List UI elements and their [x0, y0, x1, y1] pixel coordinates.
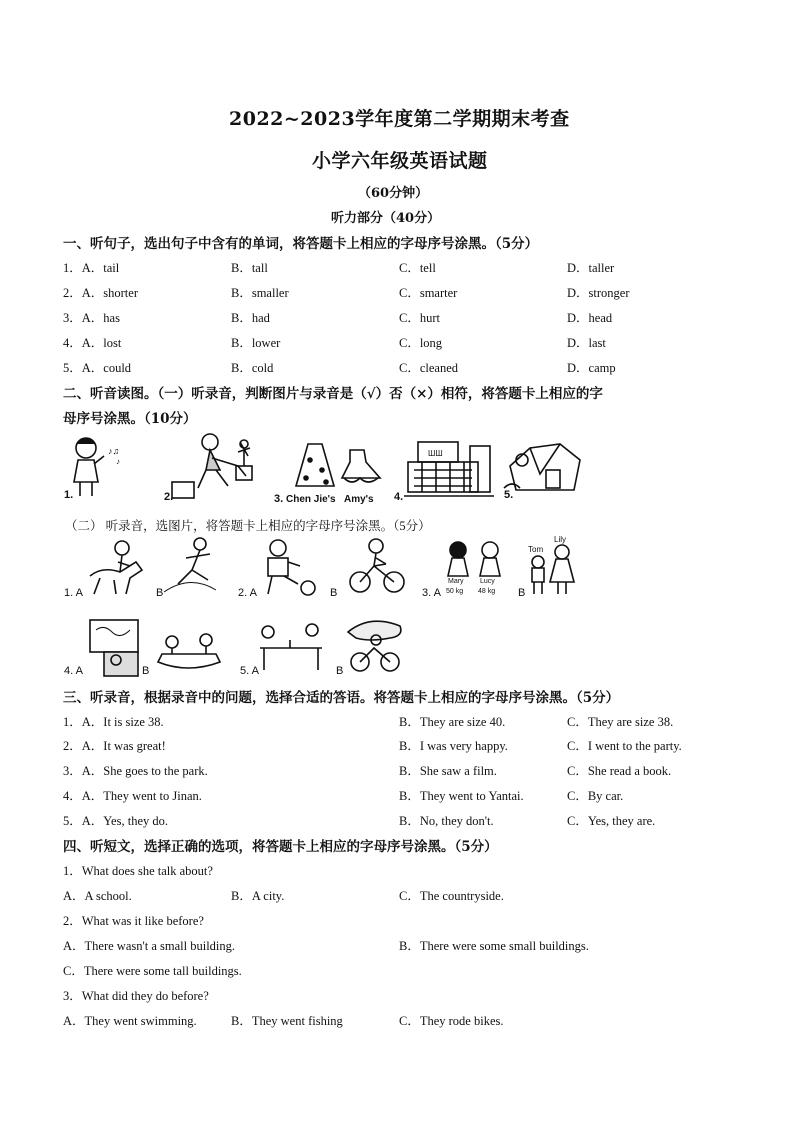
s1-q1-b: B．tall [231, 261, 268, 275]
s1-q5-a: 5．A．could [63, 361, 132, 375]
s1-q2-c: C．smarter [399, 286, 458, 300]
section-4-heading: 四、听短文，选择正确的选项，将答题卡上相应的字母序号涂黑。（5分） [63, 839, 498, 855]
cycling-scene-picture [348, 621, 401, 671]
riding-horse-picture [90, 541, 142, 594]
s1-q3-d: D．head [567, 311, 613, 325]
svg-text:♪: ♪ [116, 457, 120, 466]
s3-q2-a: 2．A．It was great! [63, 739, 166, 753]
riding-bike-picture [350, 539, 404, 592]
skirts-picture [296, 444, 380, 486]
part1-pictures [60, 430, 590, 510]
s1-q5-b: B．cold [231, 361, 274, 375]
lucy-weight: 48 kg [478, 588, 496, 595]
s3-q3-b: B．She saw a film. [399, 764, 497, 778]
s4-q3-option-a: A．They went swimming. [63, 1014, 197, 1028]
amy-label: Amy's [344, 494, 374, 505]
s3-q3-c: C．She read a book. [567, 764, 672, 778]
s3-q3-a: 3．A．She goes to the park. [63, 764, 208, 778]
opt-2b-label: B [330, 587, 338, 599]
opt-2a-label: 2. A [238, 587, 257, 599]
s1-q3-b: B．had [231, 311, 270, 325]
s1-q3-a: 3．A．has [63, 311, 120, 325]
s1-q4-a: 4．A．lost [63, 336, 122, 350]
s3-q4-b: B．They went to Yantai. [399, 789, 524, 803]
s1-q5-c: C．cleaned [399, 361, 459, 375]
playing-football-picture [268, 540, 315, 595]
section-2-heading-line2: 母序号涂黑。（10分） [63, 411, 197, 427]
s4-q2-option-b: B．There were some small buildings. [399, 939, 589, 953]
classroom-picture [90, 620, 138, 676]
opt-5a-label: 5. A [240, 665, 259, 677]
listening-part-title: 听力部分（40分） [331, 211, 441, 226]
table-tennis-picture [260, 624, 322, 670]
s1-q4-b: B．lower [231, 336, 281, 350]
opt-3b-label: B [518, 587, 526, 599]
tom-name: Tom [528, 545, 544, 554]
opt-1b-label: B [156, 587, 164, 599]
s3-q4-c: C．By car. [567, 789, 624, 803]
section-2-part2-heading: （二） 听录音，选图片，将答题卡上相应的字母序号涂黑。（5分） [65, 519, 431, 533]
s4-q3-option-c: C．They rode bikes. [399, 1014, 504, 1028]
house-scene-picture [504, 444, 580, 490]
opt-4b-label: B [142, 665, 150, 677]
s4-question-1: 1．What does she talk about? [63, 864, 213, 878]
s1-q4-d: D．last [567, 336, 606, 350]
s1-q2-d: D．stronger [567, 286, 630, 300]
lily-name: Lily [554, 536, 567, 544]
skating-picture [164, 538, 216, 592]
s1-q1-d: D．taller [567, 261, 615, 275]
chen-jie-label: Chen Jie's [286, 494, 336, 505]
pic-label-3: 3. [274, 493, 284, 505]
s4-q2-option-a: A．There wasn't a small building. [63, 939, 236, 953]
s4-q1-option-a: A．A school. [63, 889, 132, 903]
section-1-heading: 一、听句子，选出句子中含有的单词，将答题卡上相应的字母序号涂黑。（5分） [63, 236, 539, 252]
s1-q2-a: 2．A．shorter [63, 286, 138, 300]
s1-q5-d: D．camp [567, 361, 616, 375]
s1-q2-b: B．smaller [231, 286, 289, 300]
s4-question-3: 3．What did they do before? [63, 989, 209, 1003]
opt-3a-label: 3. A [422, 587, 441, 599]
s4-q1-option-c: C．The countryside. [399, 889, 504, 903]
opt-1a-label: 1. A [64, 587, 83, 599]
s3-q2-b: B．I was very happy. [399, 739, 508, 753]
s4-q1-option-b: B．A city. [231, 889, 285, 903]
s3-q1-a: 1．A．It is size 38. [63, 715, 164, 729]
s3-q5-b: B．No, they don't. [399, 814, 494, 828]
opt-4a-label: 4. A [64, 665, 83, 677]
buildings-picture [404, 442, 494, 496]
mary-name: Mary [448, 578, 464, 585]
s1-q4-c: C．long [399, 336, 443, 350]
s3-q4-a: 4．A．They went to Jinan. [63, 789, 202, 803]
s3-q1-c: C．They are size 38. [567, 715, 674, 729]
s4-q2-option-c: C．There were some tall buildings. [63, 964, 242, 978]
pic-label-1: 1. [64, 489, 74, 501]
mary-weight: 50 kg [446, 588, 464, 595]
opt-5b-label: B [336, 665, 344, 677]
section-3-heading: 三、听录音，根据录音中的问题，选择合适的答语。将答题卡上相应的字母序号涂黑。（5分） [63, 690, 620, 706]
part2-pictures-row1 [60, 536, 600, 606]
cleaning-girl-picture [172, 434, 252, 498]
exam-title: 2022~2023学年度第二学期期末考查 [229, 108, 570, 130]
s3-q5-a: 5．A．Yes, they do. [63, 814, 168, 828]
singing-girl-picture [74, 438, 120, 496]
mary-lucy-picture [448, 542, 500, 576]
s3-q2-c: C．I went to the party. [567, 739, 682, 753]
s4-q3-option-b: B．They went fishing [231, 1014, 343, 1028]
pic-label-5: 5. [504, 489, 514, 501]
svg-text:ШШ: ШШ [428, 449, 443, 458]
pic-label-4: 4. [394, 491, 404, 503]
boating-picture [158, 634, 220, 668]
s1-q1-a: 1．A．tail [63, 261, 120, 275]
s3-q1-b: B．They are size 40. [399, 715, 506, 729]
exam-duration: （60分钟） [358, 186, 429, 201]
svg-text:♪♫: ♪♫ [108, 446, 120, 456]
lucy-name: Lucy [480, 578, 495, 585]
section-2-heading-line1: 二、听音读图。（一）听录音，判断图片与录音是（√）否（×）相符，将答题卡上相应的字 [63, 386, 603, 402]
s1-q3-c: C．hurt [399, 311, 440, 325]
s4-question-2: 2．What was it like before? [63, 914, 204, 928]
part2-pictures-row2 [60, 612, 420, 682]
s1-q1-c: C．tell [399, 261, 436, 275]
exam-subtitle: 小学六年级英语试题 [312, 150, 488, 172]
s3-q5-c: C．Yes, they are. [567, 814, 656, 828]
pic-label-2: 2. [164, 491, 174, 503]
